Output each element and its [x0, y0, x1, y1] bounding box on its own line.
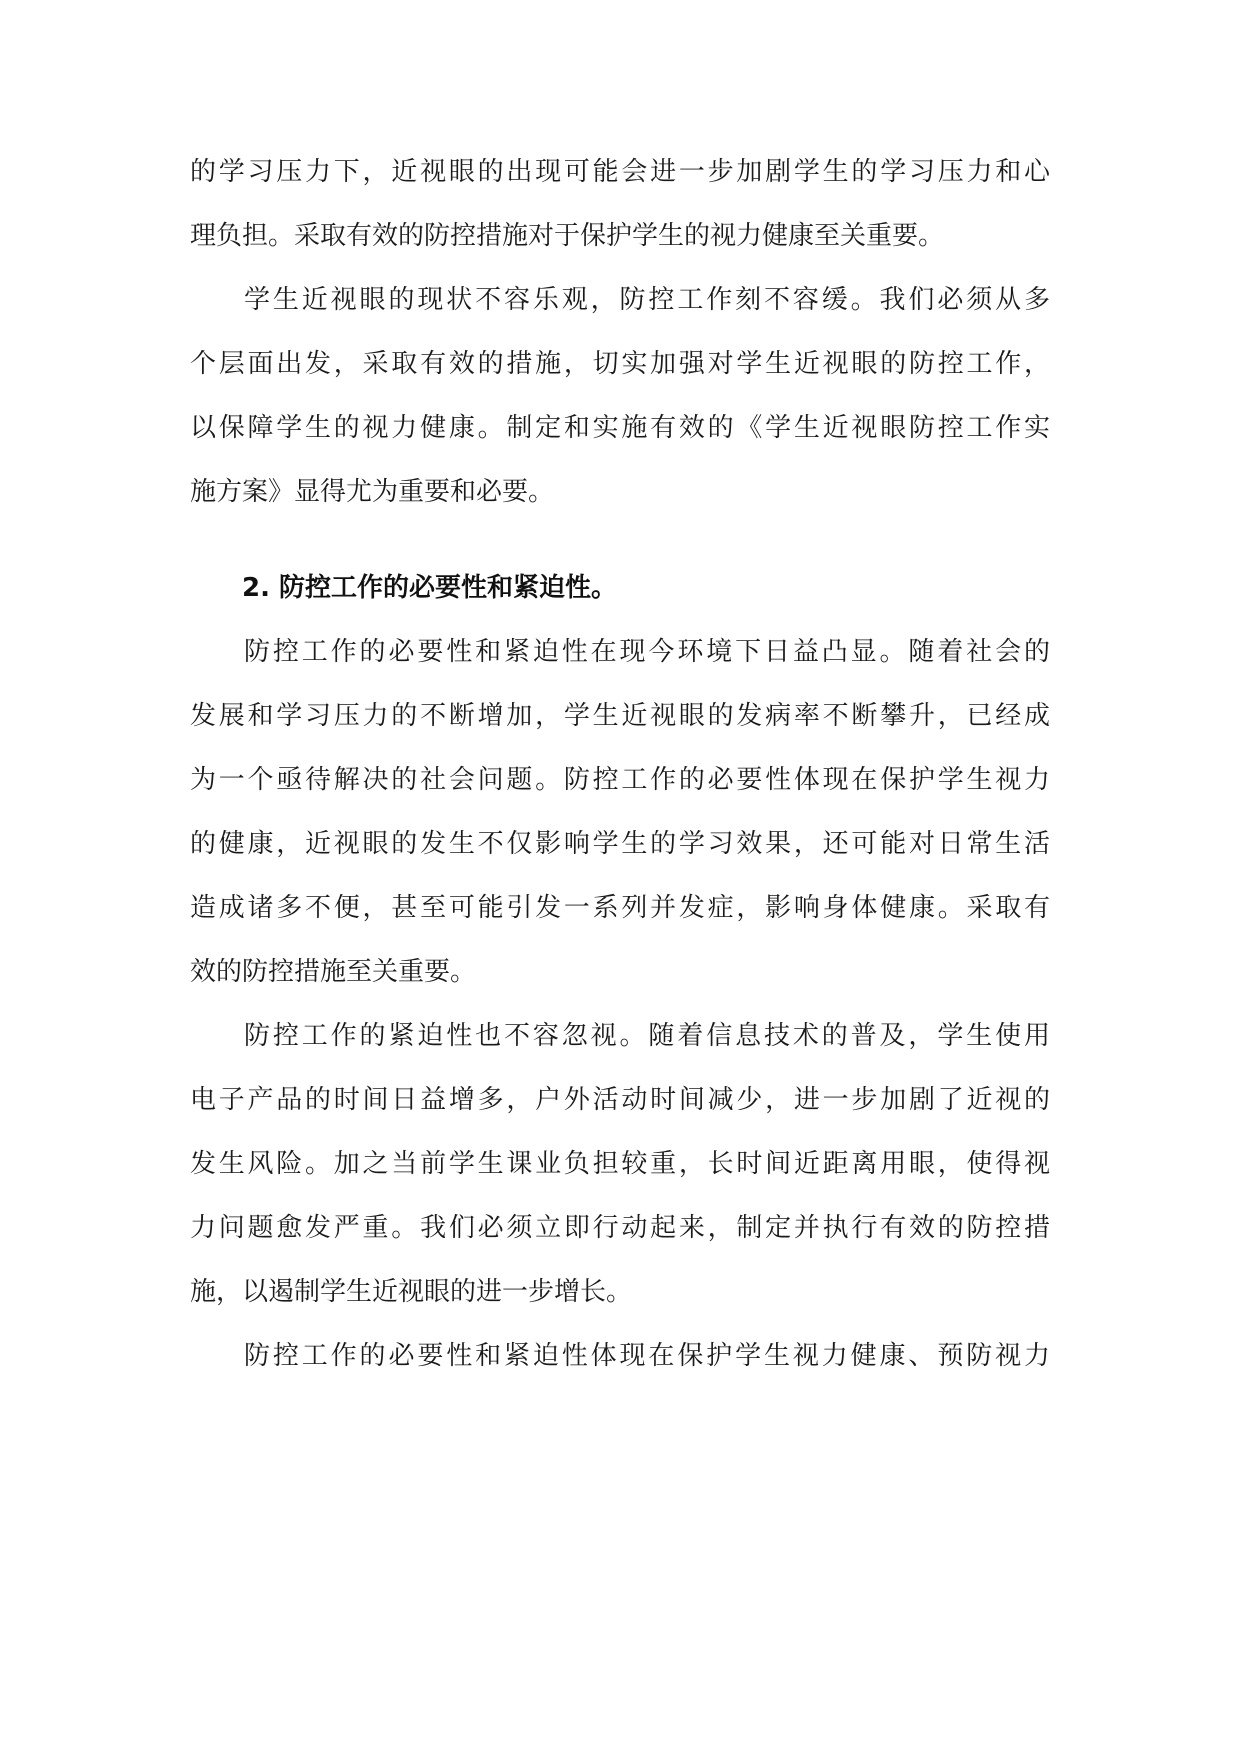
- paragraph-line: 力问题愈发严重。我们必须立即行动起来，制定并执行有效的防控措: [190, 1213, 1050, 1243]
- paragraph-line: 施，以遏制学生近视眼的进一步增长。: [190, 1277, 633, 1307]
- paragraph-line: 以保障学生的视力健康。制定和实施有效的《学生近视眼防控工作实: [190, 413, 1050, 443]
- paragraph-line: 发生风险。加之当前学生课业负担较重，长时间近距离用眼，使得视: [190, 1149, 1050, 1179]
- paragraph-line: 电子产品的时间日益增多，户外活动时间减少，进一步加剧了近视的: [190, 1085, 1050, 1115]
- paragraph-line: 理负担。采取有效的防控措施对于保护学生的视力健康至关重要。: [190, 221, 945, 251]
- paragraph-line: 学生近视眼的现状不容乐观，防控工作刻不容缓。我们必须从多: [244, 285, 1050, 315]
- paragraph-line: 为一个亟待解决的社会问题。防控工作的必要性体现在保护学生视力: [190, 765, 1050, 795]
- paragraph-line: 发展和学习压力的不断增加，学生近视眼的发病率不断攀升，已经成: [190, 701, 1050, 731]
- paragraph-line: 施方案》显得尤为重要和必要。: [190, 477, 555, 507]
- paragraph-line: 防控工作的紧迫性也不容忽视。随着信息技术的普及，学生使用: [244, 1021, 1050, 1051]
- document-body: [190, 140, 1050, 1388]
- paragraph-line: 造成诸多不便，甚至可能引发一系列并发症，影响身体健康。采取有: [190, 893, 1050, 923]
- paragraph-line: 的学习压力下，近视眼的出现可能会进一步加剧学生的学习压力和心: [190, 157, 1050, 187]
- section-gap: [190, 524, 1050, 556]
- paragraph-line: 防控工作的必要性和紧迫性在现今环境下日益凸显。随着社会的: [244, 637, 1050, 667]
- paragraph-line: 个层面出发，采取有效的措施，切实加强对学生近视眼的防控工作，: [190, 349, 1050, 379]
- section-heading: 2. 防控工作的必要性和紧迫性。: [242, 573, 618, 603]
- paragraph-line: 防控工作的必要性和紧迫性体现在保护学生视力健康、预防视力: [244, 1341, 1050, 1371]
- paragraph-line: 的健康，近视眼的发生不仅影响学生的学习效果，还可能对日常生活: [190, 829, 1050, 859]
- paragraph-line: 效的防控措施至关重要。: [190, 957, 477, 987]
